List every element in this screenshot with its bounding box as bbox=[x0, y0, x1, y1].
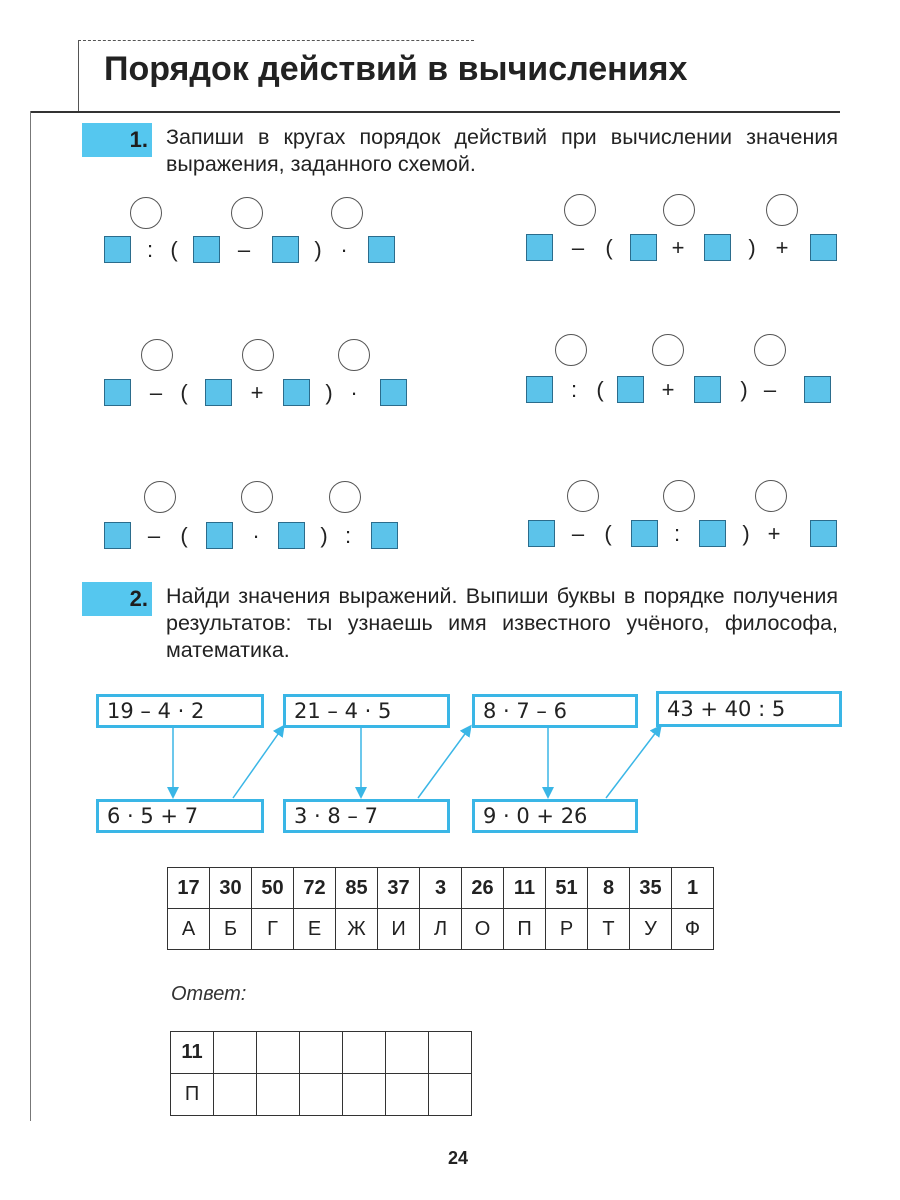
answer-numbers-row bbox=[171, 1032, 472, 1074]
operator: ) bbox=[325, 380, 333, 405]
code-number: 37 bbox=[378, 868, 420, 909]
code-letter: Б bbox=[210, 909, 252, 950]
code-letter: О bbox=[462, 909, 504, 950]
page-number: 24 bbox=[448, 1148, 469, 1168]
expression-box: 3 · 8 – 7 bbox=[283, 799, 450, 833]
operator: + bbox=[250, 380, 264, 405]
operator: + bbox=[767, 521, 781, 546]
code-letter: Л bbox=[420, 909, 462, 950]
code-table bbox=[167, 867, 714, 950]
operator: ( bbox=[604, 521, 612, 546]
code-letters-row bbox=[168, 909, 714, 950]
arrow-4-up bbox=[418, 727, 470, 798]
code-number: 3 bbox=[420, 868, 462, 909]
answer-number-cell[interactable] bbox=[257, 1032, 300, 1074]
code-number: 50 bbox=[252, 868, 294, 909]
code-number: 8 bbox=[588, 868, 630, 909]
operator: : bbox=[146, 237, 154, 262]
arrow-2-up bbox=[233, 727, 283, 798]
operator: ) bbox=[742, 521, 750, 546]
expression-box: 6 · 5 + 7 bbox=[96, 799, 264, 833]
answer-label: Ответ: bbox=[171, 983, 247, 1005]
code-number: 1 bbox=[672, 868, 714, 909]
code-letter: У bbox=[630, 909, 672, 950]
code-number: 51 bbox=[546, 868, 588, 909]
answer-letter-cell: П bbox=[171, 1074, 214, 1116]
code-number: 26 bbox=[462, 868, 504, 909]
operator: – bbox=[571, 521, 585, 546]
operator: · bbox=[252, 523, 260, 548]
code-number: 35 bbox=[630, 868, 672, 909]
task-1-number-label: 1. bbox=[129, 127, 148, 152]
operator: ) bbox=[740, 377, 748, 402]
operator: ( bbox=[596, 377, 604, 402]
code-number: 72 bbox=[294, 868, 336, 909]
code-number: 11 bbox=[504, 868, 546, 909]
operator: ( bbox=[180, 380, 188, 405]
operator: : bbox=[673, 521, 681, 546]
operator: ) bbox=[320, 523, 328, 548]
expression-box: 9 · 0 + 26 bbox=[472, 799, 638, 833]
operator: · bbox=[350, 380, 358, 405]
operator: : bbox=[570, 377, 578, 402]
task-1-text: Запиши в кругах порядок действий при вычислении значения выражения, заданного схемой. bbox=[166, 125, 838, 176]
answer-letter-cell[interactable] bbox=[300, 1074, 343, 1116]
operator: ( bbox=[605, 235, 613, 260]
answer-table bbox=[170, 1031, 472, 1116]
task-2-number-label: 2. bbox=[129, 586, 148, 611]
code-number: 85 bbox=[336, 868, 378, 909]
answer-letter-cell[interactable] bbox=[386, 1074, 429, 1116]
code-letter: Ф bbox=[672, 909, 714, 950]
answer-letter-cell[interactable] bbox=[429, 1074, 472, 1116]
operator: ) bbox=[748, 235, 756, 260]
code-letter: Г bbox=[252, 909, 294, 950]
expression-box: 8 · 7 – 6 bbox=[472, 694, 638, 728]
operator: – bbox=[571, 235, 585, 260]
operator: ( bbox=[180, 523, 188, 548]
code-letter: Ж bbox=[336, 909, 378, 950]
operator: + bbox=[661, 377, 675, 402]
operator: + bbox=[775, 235, 789, 260]
arrow-6-up bbox=[606, 727, 660, 798]
answer-letter-cell[interactable] bbox=[343, 1074, 386, 1116]
code-letter: П bbox=[504, 909, 546, 950]
answer-number-cell[interactable] bbox=[300, 1032, 343, 1074]
operator: – bbox=[237, 237, 251, 262]
expression-box: 19 – 4 · 2 bbox=[96, 694, 264, 728]
code-letter: Е bbox=[294, 909, 336, 950]
operator: : bbox=[344, 523, 352, 548]
code-number: 30 bbox=[210, 868, 252, 909]
answer-number-cell[interactable] bbox=[343, 1032, 386, 1074]
operator: + bbox=[671, 235, 685, 260]
answer-number-cell: 11 bbox=[171, 1032, 214, 1074]
operator: – bbox=[147, 523, 161, 548]
operator: ) bbox=[314, 237, 322, 262]
operator: ( bbox=[170, 237, 178, 262]
operator: – bbox=[149, 380, 163, 405]
answer-letter-cell[interactable] bbox=[214, 1074, 257, 1116]
task-2-text: Найди значения выражений. Выпиши буквы в порядке получения результатов: ты узнаешь имя известного учёного, философа, математика. bbox=[166, 584, 838, 662]
code-number: 17 bbox=[168, 868, 210, 909]
code-letter: А bbox=[168, 909, 210, 950]
expression-box: 43 + 40 : 5 bbox=[656, 691, 842, 727]
operator: – bbox=[763, 377, 777, 402]
answer-number-cell[interactable] bbox=[429, 1032, 472, 1074]
code-letter: И bbox=[378, 909, 420, 950]
operator: · bbox=[340, 237, 348, 262]
expression-box: 21 – 4 · 5 bbox=[283, 694, 450, 728]
code-letter: Р bbox=[546, 909, 588, 950]
code-letter: Т bbox=[588, 909, 630, 950]
answer-letter-cell[interactable] bbox=[257, 1074, 300, 1116]
code-numbers-row bbox=[168, 868, 714, 909]
answer-letters-row bbox=[171, 1074, 472, 1116]
answer-number-cell[interactable] bbox=[214, 1032, 257, 1074]
answer-number-cell[interactable] bbox=[386, 1032, 429, 1074]
page-title: Порядок действий в вычислениях bbox=[104, 50, 688, 88]
